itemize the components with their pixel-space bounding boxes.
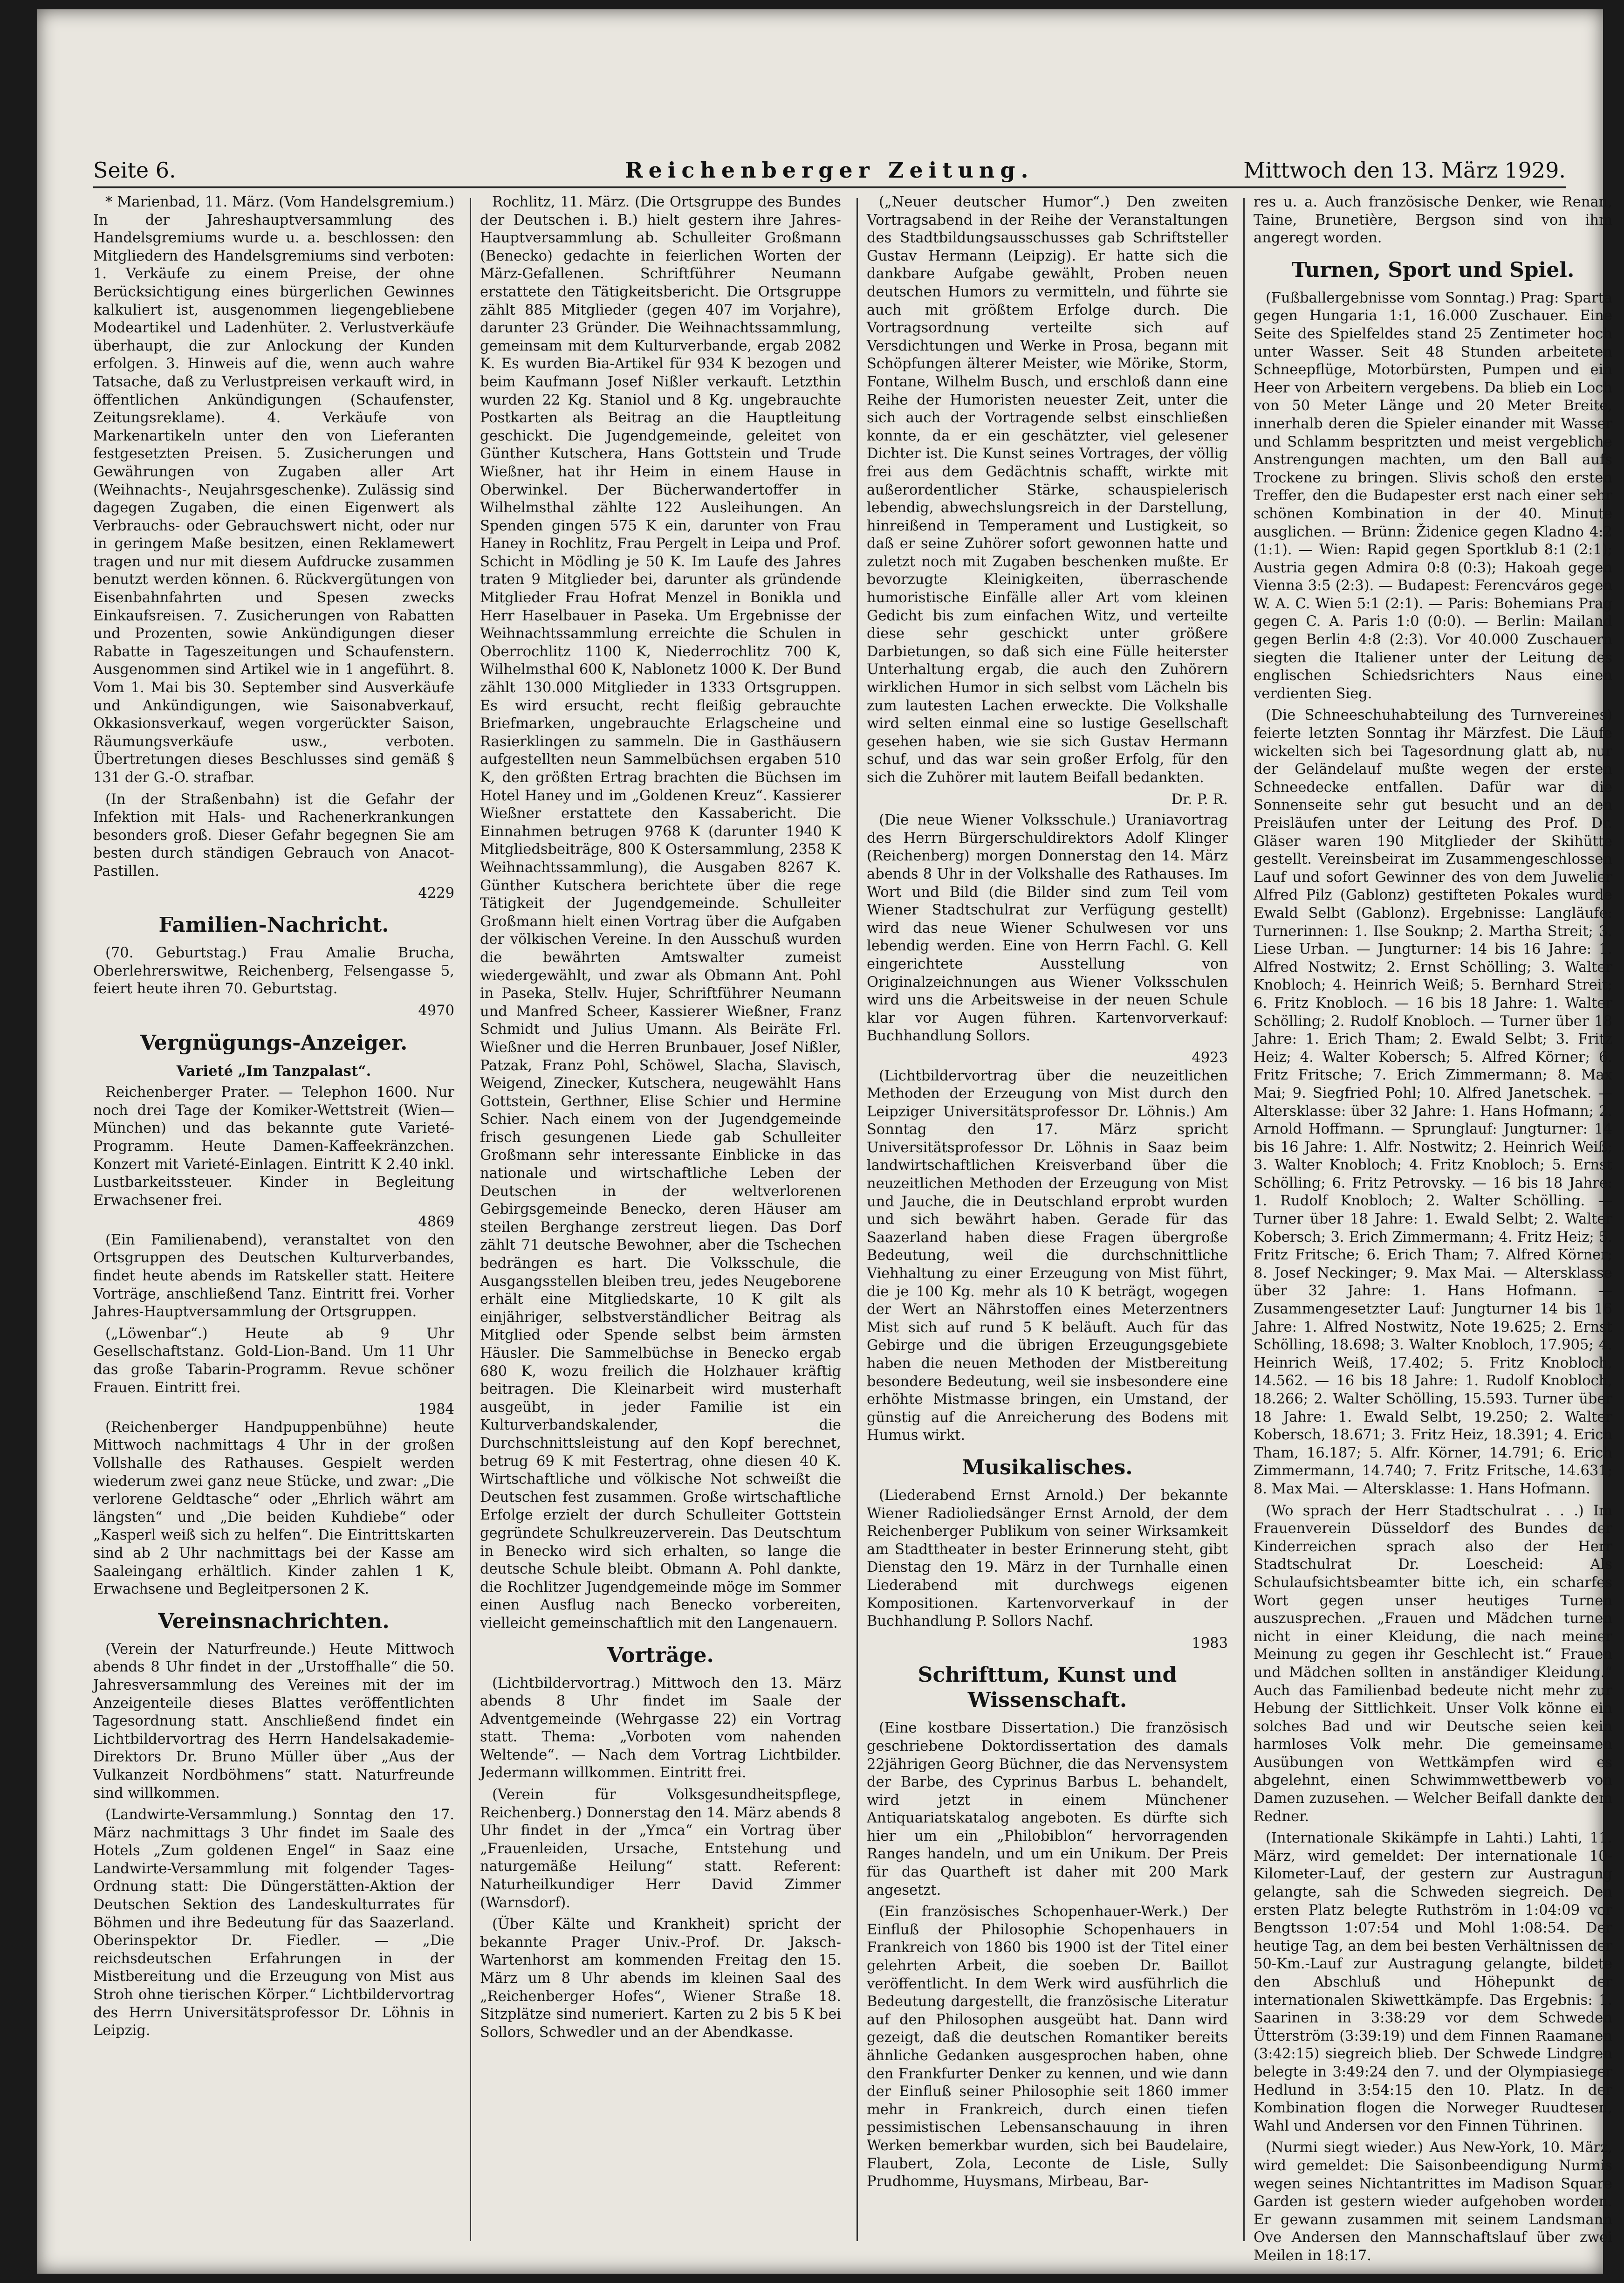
ad-code: 4869 (418, 1214, 454, 1231)
article-schneeschuh: (Die Schneeschuhabteilung des Turnvereines) feierte letzten Sonntag ihr Märzfest. Die Läufe wickelten sich bei Tagesordnung glatt ab, nur der Geländelauf mußte wegen der ersten Schneedecke entfallen. Dafür war die Sonnenseite sehr gut besucht und an den Preisläufen unter der Leitung des Prof. Dr. Gläser waren 190 Mitglieder der Skihütte gestellt. Vereinsbeirat im Zusammengeschlossen Lauf und sofort Gewinner des von dem Juwelier Alfred Pilz (Gablonz) gestifteten Pokales wurde Ewald Selbt (Gablonz). Ergebnisse: Langläufe: Turnerinnen: 1. Ilse Souknp; 2. Martha Streit; 3. Liese Urban. — Jungturner: 14 bis 16 Jahre: 1. Alfred Nostwitz; 2. Ernst Schölling; 3. Walter Knobloch; 4. Heinrich Weiß; 5. Bernhard Streit; 6. Fritz Knobloch. — 16 bis 18 Jahre: 1. Walter Schölling; 2. Rudolf Knobloch. — Turner über 18 Jahre: 1. Erich Tham; 2. Ewald Selbt; 3. Fritz Heiz; 4. Walter Kobersch; 5. Alfred Körner; 6. Fritz Fritsche; 7. Erich Zimmermann; 8. Max Mai; 9. Siegfried Pohl; 10. Alfred Janetschek. — Altersklasse: über 32 Jahre: 1. Hans Hofmann; 2. Arnold Hoffmann. — Sprunglauf: Jungturner: 14 bis 16 Jahre: 1. Alfr. Nostwitz; 2. Heinrich Weiß; 3. Walter Knobloch; 4. Fritz Knobloch; 5. Ernst Schölling; 6. Fritz Petrovsky. — 16 bis 18 Jahre: 1. Rudolf Knobloch; 2. Walter Schölling. — Turner über 18 Jahre: 1. Ewald Selbt; 2. Walter Kobersch; 3. Erich Zimmermann; 4. Fritz Heiz; 5. Fritz Fritsche; 6. Erich Tham; 7. Alfred Körner; 8. Josef Neckinger; 9. Max Mai. — Altersklasse über 32 Jahre: 1. Hans Hofmann. — Zusammengesetzter Lauf: Jungturner 14 bis 16 Jahre: 1. Alfred Nostwitz, Note 19.625; 2. Ernst Schölling, 18.698; 3. Walter Knobloch, 17.905; 4. Heinrich Weiß, 17.402; 5. Fritz Knobloch, 14.562. — 16 bis 18 Jahre: 1. Rudolf Knobloch, 18.266; 2. Walter Schölling, 15.593. Turner über 18 Jahre: 1. Ewald Selbt, 19.250; 2. Walter Kobersch, 18.671; 3. Fritz Heiz, 18.391; 4. Erich Tham, 16.187; 5. Alfr. Körner, 14.791; 6. Erich Zimmermann, 14.740; 7. Fritz Fritsche, 14.631; 8. Max Mai. — Altersklasse: 1. Hans Hofmann. (1254, 707, 1612, 1497)
ad-code: 1983 (1192, 1635, 1228, 1651)
column-rule (470, 198, 471, 2241)
ad-code: 4923 (1192, 1049, 1228, 1066)
ad-code: 4229 (418, 885, 454, 901)
article-columns (93, 193, 1612, 2264)
article-rochlitz: Rochlitz, 11. März. (Die Ortsgruppe des Bundes der Deutschen i. B.) hielt gestern ihre Jahres-Hauptversammlung ab. Schulleiter Großmann (Benecko) gedachte in feierlichen Worten der März-Gefallenen. Schriftführer Neumann erstattete den Tätigkeitsbericht. Die Ortsgruppe zählt 885 Mitglieder (gegen 407 im Vorjahre), darunter 23 Gründer. Die Weihnachtssammlung, gemeinsam mit dem Kulturverbande, ergab 2082 K. Es wurden Bia-Artikel für 934 K bezogen und beim Kaufmann Josef Nißler verkauft. Letzthin wurden 22 Kg. Staniol und 8 Kg. ungebrauchte Postkarten als Beitrag an die Hauptleitung geschickt. Die Jugendgemeinde, geleitet von Günther Kutschera, Hans Gottstein und Trude Wießner, hat ihr Heim in einem Hause in Oberwinkel. Der Bücherwandertoffer in Wilhelmsthal zählte 122 Ausleihungen. An Spenden gingen 575 K ein, darunter von Frau Haney in Rochlitz, Frau Pergelt in Leipa und Prof. Schicht in Mödling je 50 K. Im Laufe des Jahres traten 9 Mitglieder bei, darunter als gründende Mitglieder Frau Hofrat Menzel in Bonikla und Herr Haselbauer in Paseka. Um Ergebnisse der Weihnachtssammlung erreichte die Schulen in Oberrochlitz 1100 K, Niederrochlitz 700 K, Wilhelmsthal 600 K, Nablonetz 1000 K. Der Bund zählt 130.000 Mitglieder in 1333 Ortsgruppen. Es wird ersucht, recht fleißig gebrauchte Briefmarken, ungebrauchte Erlagscheine und Rasierklingen zu sammeln. Die in Gasthäusern aufgestellten neun Sammelbüchsen ergaben 510 K, den größten Ertrag brachten die Büchsen im Hotel Haney und im „Goldenen Kreuz“. Kassierer Wießner erstattete den Kassabericht. Die Einnahmen betrugen 9768 K (darunter 1940 K Mitgliedsbeiträge, 800 K Ostersammlung, 2358 K Weihnachtssammlung), die Ausgaben 8267 K. Günther Kutschera berichtete über die rege Tätigkeit der Jugendgemeinde. Schulleiter Großmann hielt einen Vortrag über die Aufgaben der völkischen Vereine. In den Ausschuß wurden die bewährten Amtswalter zumeist wiedergewählt, und zwar als Obmann Ant. Pohl in Paseka, Stellv. Hujer, Schriftführer Neumann und Manfred Scheer, Kassierer Wießner, Franz Schmidt und Julius Umann. Als Beiräte Frl. Wießner und die Herren Brunbauer, Josef Nißler, Patzak, Franz Pohl, Schöwel, Slacha, Slavisch, Weigend, Zinecker, Kutschera, neugewählt Hans Gottstein, Gerthner, Elise Schier und Hermine Schier. Nach einem von der Jugendgemeinde frisch gesungenen Liede gab Schulleiter Großmann sehr interessante Einblicke in das nationale und wirtschaftliche Leben der Deutschen in der weltverlorenen Gebirgsgemeinde Benecko, deren Häuser am steilen Berghange zerstreut liegen. Das Dorf zählt 71 deutsche Bewohner, aber die Tschechen bedrängen es hart. Die Volksschule, die Ausgangsstellen bleiben treu, jedes Neugeborene erhält eine Mitgliedskarte, 10 K gilt als einjähriger, selbstverständlicher Beitrag als Mitglied oder Spende selbst beim ärmsten Häusler. Die Sammelbüchse in Benecko ergab 680 K, wozu freilich die Holzhauer kräftig beitragen. Die Kleinarbeit wird musterhaft ausgeübt, in jeder Familie ist ein Kulturverbandskalender, die Durchschnittsleistung auf den Kopf berechnet, betrug 69 K mit Festertrag, ohne diesen 40 K. Wirtschaftliche und völkische Not schweißt die Deutschen fest zusammen. Große wirtschaftliche Erfolge erzielt der durch Schulleiter Gottstein gegründete Schulkreuzerverein. Das Deutschtum in Benecko wird sich erhalten, so lange die deutsche Schule bleibt. Obmann A. Pohl dankte, die Rochlitzer Jugendgemeinde möge im Sommer einen Ausflug nach Benecko vorbereiten, vielleicht gemeinschaftlich mit den Langenauern. (480, 194, 841, 1631)
column-2 (480, 193, 841, 2241)
article-handpuppenbuehne: (Reichenberger Handpuppenbühne) heute Mittwoch nachmittags 4 Uhr in der großen Vollshalle des Rathauses. Gespielt werden wiederum zwei ganz neue Stücke, und zwar: „Die verlorene Geldtasche“ oder „Ehrlich währt am längsten“ und „Die beiden Kuhdiebe“ oder „Kasperl weiß sich zu helfen“. Die Eintrittskarten sind ab 2 Uhr nachmittags bei der Kasse am Saaleingang erhältlich. Kinder zahlen 1 K, Erwachsene und Begleitpersonen 2 K. (93, 1419, 454, 1598)
article-marienbad: * Marienbad, 11. März. (Vom Handelsgremium.) In der Jahreshauptversammlung des Handelsgremiums wurde u. a. beschlossen: den Mitgliedern des Handelsgremiums sind verboten: 1. Verkäufe zu einem Preise, der ohne Berücksichtigung eines bürgerlichen Gewinnes kalkuliert ist, ausgenommen liegengebliebene Modeartikel und Ladenhüter. 2. Verlustverkäufe überhaupt, die zur Anlockung der Kunden erfolgen. 3. Hinweis auf die, wenn auch wahre Tatsache, daß zu Verlustpreisen verkauft wird, in öffentlichen Ankündigungen (Schaufenster, Zeitungsreklame). 4. Verkäufe von Markenartikeln unter den von Lieferanten festgesetzten Preisen. 5. Zusicherungen und Gewährungen von Zugaben aller Art (Weihnachts-, Neujahrsgeschenke). Zulässig sind dagegen Zugaben, die einen Eigenwert als Verbrauchs- oder Gebrauchswert nicht, oder nur in geringem Maße besitzen, einen Reklamewert tragen und nur mit diesem Aufdrucke zusammen benutzt werden können. 6. Rückvergütungen von Eisenbahnfahrten und Spesen zwecks Einkaufsreisen. 7. Zusicherungen von Rabatten und Prozenten, sowie Ankündigungen dieser Rabatte in Tageszeitungen und Schaufenstern. Ausgenommen sind Artikel wie in 1 angeführt. 8. Vom 1. Mai bis 30. September sind Ausverkäufe und Ankündigungen, wie Saisonabverkauf, Okkasionsverkauf, wegen vorgerückter Saison, Räumungsverkäufe usw., verboten. Übertretungen dieses Beschlusses sind gemäß § 131 der G.-O. strafbar. (93, 194, 454, 786)
section-heading-verein: Vereinsnachrichten. (158, 1609, 390, 1633)
newspaper-page (37, 9, 1612, 2274)
article-fussball: (Fußballergebnisse vom Sonntag.) Prag: Sparta gegen Hungaria 1:1, 16.000 Zuschauer. Eine Seite des Spielfeldes stand 25 Zentimeter hoch unter Wasser. Seit 48 Stunden arbeiteten Schneepflüge, Motorbürsten, Pumpen und ein Heer von Arbeitern vergebens. Da blieb ein Loch von 50 Meter Länge und 20 Meter Breite, innerhalb deren die Spieler einander mit Wasser und Schlamm bespritzten und meist vergebliche Anstrengungen machten, um den Ball aufs Trockene zu bringen. Slivis schoß den ersten Treffer, den die Budapester erst nach einer sehr schönen Kombination in der 40. Minute ausglichen. — Brünn: Židenice gegen Kladno 4:2 (1:1). — Wien: Rapid gegen Sportklub 8:1 (2:1); Austria gegen Admira 0:8 (0:3); Hakoah gegen Vienna 3:5 (2:3). — Budapest: Ferencváros gegen W. A. C. Wien 5:1 (2:1). — Paris: Bohemians Prag gegen C. A. Paris 1:0 (0:0). — Berlin: Mailand gegen Berlin 4:8 (2:3). Vor 40.000 Zuschauern siegten die Italiener unter der Leitung des englischen Schiedsrichters Naus einen verdienten Sieg. (1254, 289, 1612, 702)
issue-date: Mittwoch den 13. März 1929. (1243, 158, 1566, 183)
article-wiener-volksschule: (Die neue Wiener Volksschule.) Uraniavortrag des Herrn Bürgerschuldirektors Adolf Klinger (Reichenberg) morgen Donnerstag den 14. März abends 8 Uhr in der Volkshalle des Rathauses. Im Wort und Bild (die Bilder sind zum Teil vom Wiener Stadtschulrat zur Verfügung gestellt) wird das neue Wiener Schulwesen vor uns lebendig werden. Eine von Herrn Fachl. G. Kell eingerichtete Ausstellung von Originalzeichnungen aus Wiener Volksschulen wird uns die Arbeitsweise in der neuen Schule klar vor Augen führen. Kartenvorverkauf: Buchhandlung Sollors. (867, 812, 1228, 1045)
article-strassenbahn: (In der Straßenbahn) ist die Gefahr der Infektion mit Hals- und Rachenerkrankungen besonders groß. Dieser Gefahr begegnen Sie am besten durch ständigen Gebrauch von Anacot-Pastillen. (93, 791, 454, 880)
article-loehnis: (Lichtbildervortrag über die neuzeitlichen Methoden der Erzeugung von Mist durch den Leipziger Universitätsprofessor Dr. Löhnis.) Am Sonntag den 17. März spricht Universitätsprofessor Dr. Löhnis in Saaz beim landwirtschaftlichen Kreisverband über die neuzeitlichen Methoden der Erzeugung von Mist und Jauche, die in Deutschland erprobt wurden und sich bewährt haben. Gerade für das Saazerland haben diese Fragen übergroße Bedeutung, weil die durchschnittliche Viehhaltung zu einer Erzeugung von Mist führt, die je 100 Kg. mehr als 10 K beträgt, wogegen der Wert an Nährstoffen eines Meterzentners Mist sich auf rund 5 K beläuft. Auch für das Gebirge und die übrigen Erzeugungsgebiete haben die neuen Methoden der Mistbereitung besondere Bedeutung, weil sie insbesondere eine erhöhte Mistmasse bringen, ein Umstand, der günstig auf die Anreicherung des Bodens mit Humus wirkt. (867, 1067, 1228, 1444)
article-familienabend: (Ein Familienabend), veranstaltet von den Ortsgruppen des Deutschen Kulturverbandes, findet heute abends im Ratskeller statt. Heitere Vorträge, anschließend Tanz. Eintritt frei. Vorher Jahres-Hauptversammlung der Ortsgruppen. (93, 1231, 454, 1320)
article-nurmi: (Nurmi siegt wieder.) Aus New-York, 10. März, wird gemeldet: Die Saisonbeendigung Nurmis wegen seines Nichtantrittes im Madison Square Garden ist gestern wieder aufgehoben worden. Er gewann zusammen mit seinem Landsmann Ove Andersen den Mannschaftslauf über zwei Meilen in 18:17. (1254, 2139, 1612, 2264)
page-header (93, 154, 1566, 188)
section-heading-vergnuegung: Vergnügungs-Anzeiger. (140, 1031, 408, 1055)
article-humor: („Neuer deutscher Humor“.) Den zweiten Vortragsabend in der Reihe der Veranstaltungen des Stadtbildungsausschusses gab Schriftsteller Gustav Hermann (Leipzig). Er hatte sich die dankbare Aufgabe gewählt, Proben neuen deutschen Humors zu vermitteln, und führte sie auch mit größtem Erfolge durch. Die Vortragsordnung verteilte sich auf Versdichtungen und Werke in Prosa, begann mit Schöpfungen älterer Meister, wie Mörike, Storm, Fontane, Wilhelm Busch, und erschloß dann eine Reihe der Humoristen neuester Zeit, unter die sich auch der Vortragende selbst einschließen konnte, da er ein geschätzter, viel gelesener Dichter ist. Die Kunst seines Vortrages, der völlig frei aus dem Gedächtnis schafft, wirkte mit außerordentlicher Stärke, schauspielerisch lebendig, abwechslungsreich in der Darstellung, hinreißend in Temperament und Lustigkeit, so daß er seine Zuhörer sofort gewonnen hatte und zuletzt noch mit Zugaben beschenken mußte. Er bevorzugte Kleinigkeiten, überraschende humoristische Einfälle aller Art vom kleinen Gedicht bis zum einfachen Witz, und verteilte diese sehr geschickt unter größere Darbietungen, so daß sich eine Fülle heiterster Unterhaltung ergab, die auch den Zuhörern wirklichen Humor in sich selbst vom Lächeln bis zum lautesten Lachen erweckte. Die Volkshalle wird selten einmal eine so lustige Gesellschaft gesehen haben, wie sie sich Gustav Hermann schuf, und das war sein großer Erfolg, für den sich die Zuhörer mit lautem Beifall bedankten. (867, 194, 1228, 786)
article-geburtstag: (70. Geburtstag.) Frau Amalie Brucha, Oberlehrerswitwe, Reichenberg, Felsengasse 5, feiert heute ihren 70. Geburtstag. (93, 945, 454, 997)
column-3 (867, 193, 1228, 2241)
column-rule (857, 198, 858, 2241)
section-heading-schrifttum: Schrifttum, Kunst und Wissenschaft. (918, 1663, 1177, 1712)
article-dissertation: (Eine kostbare Dissertation.) Die französisch geschriebene Doktordissertation des damals 22jährigen Georg Büchner, die das Nervensystem der Barbe, des Cyprinus Barbus L. behandelt, wird jetzt in einem Münchener Antiquariatskatalog angeboten. Es dürfte sich hier um ein „Philobiblon“ hervorragenden Ranges handeln, und um ein Unikum. Der Preis für das Quartheft ist daher mit 200 Mark angesetzt. (867, 1720, 1228, 1898)
article-stadtschulrat: (Wo sprach der Herr Stadtschulrat . . .) Im Frauenverein Düsseldorf des Bundes der Kinderreichen sprach also der Herr Stadtschulrat Dr. Loescheid: Als Schulaufsichtsbeamter bitte ich, ein scharfes Wort gegen unser heutiges Turnen auszusprechen. „Frauen und Mädchen turnen nicht in einer Kleidung, die nach meiner Meinung zu gegen ihr Geschlecht ist.“ Frauen und Mädchen sollten in anständiger Kleidung.“ Auch das Familienbad bedeute nicht mehr zur Hebung der Sittlichkeit. Unser Volk könne ein solches Bad und wir Deutsche seien kein harmloses Volk mehr. Die gemeinsamen Ausübungen von Wettkämpfen wird es abgelehnt, einen Schwimmwettbewerb von Damen zuzusehen. — Welcher Beifall dankte dem Redner. (1254, 1502, 1612, 1825)
article-loewenbar: („Löwenbar“.) Heute ab 9 Uhr Gesellschaftstanz. Gold-Lion-Band. Um 11 Uhr das große Tabarin-Programm. Revue schöner Frauen. Eintritt frei. (93, 1325, 454, 1396)
section-heading-vortraege: Vorträge. (607, 1643, 714, 1667)
section-heading-familie: Familien-Nachricht. (158, 913, 389, 937)
article-liederabend: (Liederabend Ernst Arnold.) Der bekannte Wiener Radioliedsänger Ernst Arnold, der dem Reichenberger Publikum von seiner Wirksamkeit am Stadttheater in bester Erinnerung steht, gibt Dienstag den 19. März in der Turnhalle einen Liederabend mit durchwegs eigenen Kompositionen. Kartenvorverkauf in der Buchhandlung P. Sollors Nachf. (867, 1487, 1228, 1630)
author-signature: Dr. P. R. (1171, 791, 1228, 808)
section-heading-turnen: Turnen, Sport und Spiel. (1291, 258, 1575, 282)
ad-code: 1984 (418, 1401, 454, 1418)
article-prater: Reichenberger Prater. — Telephon 1600. Nur noch drei Tage der Komiker-Wettstreit (Wien—München) und das bekannte gute Varieté-Programm. Heute Damen-Kaffeekränzchen. Konzert mit Varieté-Einlagen. Eintritt K 2.40 inkl. Lustbarkeitssteuer. Kinder in Begleitung Erwachsener frei. (93, 1084, 454, 1209)
section-heading-musik: Musikalisches. (962, 1455, 1133, 1479)
subheading-variete: Varieté „Im Tanzpalast“. (176, 1062, 371, 1080)
article-schopenhauer: (Ein französisches Schopenhauer-Werk.) Der Einfluß der Philosophie Schopenhauers in Frankreich von 1860 bis 1900 ist der Titel einer gelehrten Arbeit, die soeben Dr. Baillot veröffentlicht. In dem Werk wird ausführlich die Bedeutung dargestellt, die französische Literatur auf den Philosophen ausgeübt hat. Dann wird gezeigt, daß die deutschen Romantiker bereits ähnliche Gedanken ausgesprochen haben, ohne den Frankfurter Denker zu kennen, und wie dann der Einfluß seiner Philosophie seit 1860 immer mehr in Frankreich, durch einen tiefen pessimistischen Lebensanschauung in ihren Werken bemerkbar wurden, sich bei Baudelaire, Flaubert, Zola, Leconte de Lisle, Sully Prudhomme, Huysmans, Mirbeau, Bar- (867, 1904, 1228, 2190)
article-naturfreunde: (Verein der Naturfreunde.) Heute Mittwoch abends 8 Uhr findet in der „Urstoffhalle“ die 50. Jahresversammlung des Vereines mit der im Anzeigenteile dieses Blattes veröffentlichten Tagesordnung statt. Anschließend findet ein Lichtbildervortrag des Herrn Handelsakademie-Direktors Dr. Bruno Müller über „Aus der Vulkanzeit Nordböhmens“ statt. Naturfreunde sind willkommen. (93, 1641, 454, 1802)
article-kaelte-krankheit: (Über Kälte und Krankheit) spricht der bekannte Prager Univ.-Prof. Dr. Jaksch-Wartenhorst am kommenden Freitag den 15. März um 8 Uhr abends im kleinen Saal des „Reichenberger Hofes“, Wiener Straße 18. Sitzplätze sind numeriert. Karten zu 2 bis 5 K bei Sollors, Schwedler und an der Abendkasse. (480, 1916, 841, 2041)
masthead: Reichenberger Zeitung. (625, 158, 1034, 183)
column-rule (1243, 198, 1245, 2241)
ad-code: 4970 (418, 1002, 454, 1019)
article-schopenhauer-cont: res u. a. Auch französische Denker, wie Renan, Taine, Brunetière, Bergson sind von ihm angeregt worden. (1254, 194, 1612, 247)
column-1 (93, 193, 454, 2241)
column-4 (1254, 193, 1612, 2264)
article-lahti: (Internationale Skikämpfe in Lahti.) Lahti, 11. März, wird gemeldet: Der internationale 10-Kilometer-Lauf, der gestern zur Austragung gelangte, sah die Schweden siegreich. Den ersten Platz belegte Ruthström in 1:04:09 vor Bengtsson 1:07:54 und Mohl 1:08:54. Der heutige Tag, an dem bei besten Verhältnissen der 50-Km.-Lauf zur Austragung gelangte, bildete den Abschluß und Höhepunkt der internationalen Skiwettkämpfe. Das Ergebnis: 1. Saarinen in 3:38:29 vor dem Schweden Ütterström (3:39:19) und dem Finnen Raamanen (3:42:15) siegreich blieb. Der Schwede Lindgren belegte in 3:49:24 den 7. und der Olympiasieger Hedlund in 3:54:15 den 10. Platz. In der Kombination flogen die Norweger Ruudtesen, Wahl und Andersen vor den Finnen Tührinen. (1254, 1830, 1612, 2134)
article-landwirte: (Landwirte-Versammlung.) Sonntag den 17. März nachmittags 3 Uhr findet im Saale des Hotels „Zum goldenen Engel“ in Saaz eine Landwirte-Versammlung mit folgender Tages-Ordnung statt: Die Düngerstätten-Aktion der Deutschen Sektion des Landeskulturrates für Böhmen und ihre Bedeutung für das Saazerland. Oberinspektor Dr. Fiedler. — „Die reichsdeutschen Erfahrungen in der Mistbereitung und die Erzeugung von Mist aus Stroh ohne tierischen Körper.“ Lichtbildervortrag des Herrn Universitätsprofessor Dr. Löhnis in Leipzig. (93, 1807, 454, 2039)
page-number: Seite 6. (93, 158, 176, 183)
article-lichtbildervortrag: (Lichtbildervortrag.) Mittwoch den 13. März abends 8 Uhr findet im Saale der Adventgemeinde (Wehrgasse 22) ein Vortrag statt. Thema: „Vorboten vom nahenden Weltende“. — Nach dem Vortrag Lichtbilder. Jedermann willkommen. Eintritt frei. (480, 1675, 841, 1781)
article-volksgesundheit: (Verein für Volksgesundheitspflege, Reichenberg.) Donnerstag den 14. März abends 8 Uhr findet in der „Ymca“ ein Vortrag über „Frauenleiden, Ursache, Entstehung und naturgemäße Heilung“ statt. Referent: Naturheilkundiger Herr David Zimmer (Warnsdorf). (480, 1787, 841, 1911)
